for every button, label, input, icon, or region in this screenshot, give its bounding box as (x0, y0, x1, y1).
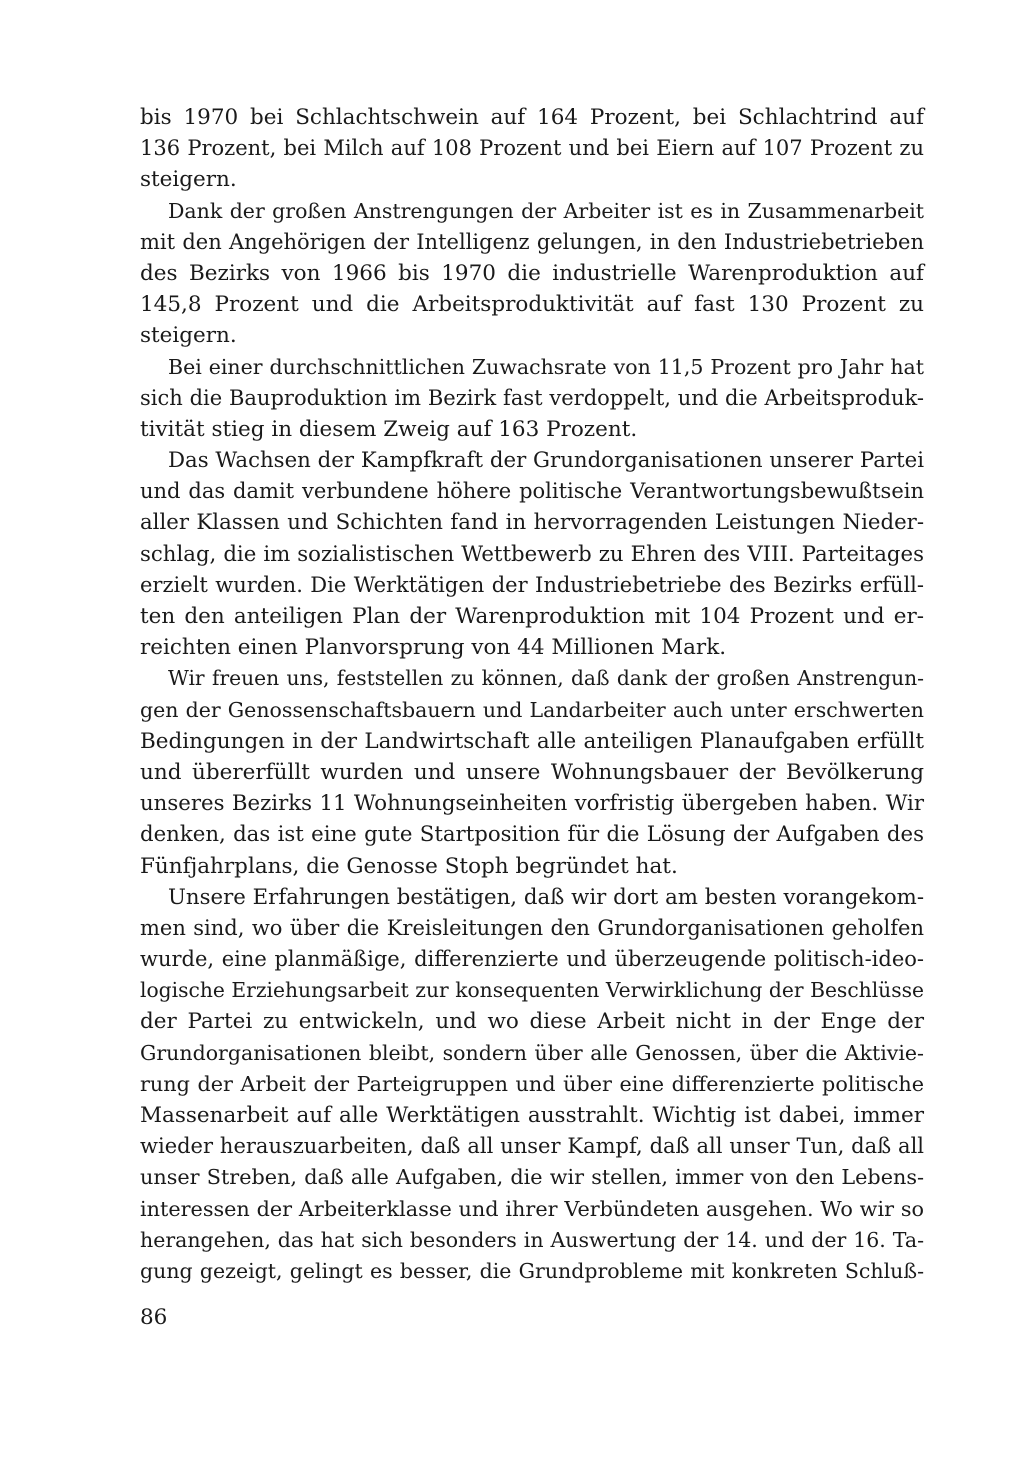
text-line: unser Streben, daß alle Aufgaben, die wir stellen, immer von den Lebens- (140, 1165, 924, 1190)
text-line: mit den Angehörigen der Intelligenz gelungen, in den Industriebetrieben (140, 229, 924, 254)
text-line: Wir freuen uns, feststellen zu können, daß dank der großen Anstrengun- (168, 666, 924, 691)
text-line: 136 Prozent, bei Milch auf 108 Prozent und bei Eiern auf 107 Prozent zu (140, 136, 924, 161)
text-line: ten den anteiligen Plan der Warenproduktion mit 104 Prozent und er- (140, 604, 924, 629)
paragraph (140, 882, 924, 1287)
text-line: reichten einen Planvorsprung von 44 Millionen Mark. (140, 635, 727, 661)
text-line: steigern. (140, 323, 237, 349)
text-line: herangehen, das hat sich besonders in Auswertung der 14. und der 16. Ta- (140, 1227, 924, 1252)
text-line: Bei einer durchschnittlichen Zuwachsrate von 11,5 Prozent pro Jahr hat (168, 354, 924, 379)
text-line: denken, das ist eine gute Startposition für die Lösung der Aufgaben des (140, 822, 924, 848)
text-line: interessen der Arbeiterklasse und ihrer Verbündeten ausgehen. Wo wir so (140, 1196, 924, 1221)
text-line: gung gezeigt, gelingt es besser, die Grundprobleme mit konkreten Schluß- (140, 1258, 924, 1283)
text-line: Das Wachsen der Kampfkraft der Grundorganisationen unserer Partei (168, 448, 924, 474)
text-line: sich die Bauproduktion im Bezirk fast verdoppelt, und die Arbeitsproduk- (140, 385, 924, 410)
body-text (140, 102, 924, 1287)
text-line: Bedingungen in der Landwirtschaft alle anteiligen Planaufgaben erfüllt (140, 728, 924, 754)
text-line: logische Erziehungsarbeit zur konsequenten Verwirklichung der Beschlüsse (140, 978, 924, 1003)
text-line: aller Klassen und Schichten fand in hervorragenden Leistungen Nieder- (140, 510, 924, 536)
text-line: steigern. (140, 167, 237, 193)
page-number: 86 (140, 1305, 168, 1330)
text-line: wieder herauszuarbeiten, daß all unser Kampf, daß all unser Tun, daß all (140, 1134, 924, 1159)
text-line: bis 1970 bei Schlachtschwein auf 164 Prozent, bei Schlachtrind auf (140, 105, 924, 130)
text-line: des Bezirks von 1966 bis 1970 die industrielle Warenproduktion auf (140, 260, 924, 286)
text-line: und übererfüllt wurden und unsere Wohnungsbauer der Bevölkerung (140, 759, 924, 785)
paragraph (140, 352, 924, 446)
text-line: erzielt wurden. Die Werktätigen der Industriebetriebe des Bezirks erfüll- (140, 572, 924, 597)
text-line: und das damit verbundene höhere politische Verantwortungsbewußtsein (140, 479, 924, 504)
paragraph (140, 445, 924, 663)
text-line: Dank der großen Anstrengungen der Arbeiter ist es in Zusammenarbeit (168, 198, 924, 223)
text-line: 145,8 Prozent und die Arbeitsproduktivität auf fast 130 Prozent zu (140, 292, 924, 318)
text-line: unseres Bezirks 11 Wohnungseinheiten vorfristig übergeben haben. Wir (140, 791, 924, 817)
text-line: Grundorganisationen bleibt, sondern über alle Genossen, über die Aktivie- (140, 1040, 924, 1065)
text-line: Unsere Erfahrungen bestätigen, daß wir dort am besten vorangekom- (168, 884, 924, 910)
text-line: tivität stieg in diesem Zweig auf 163 Prozent. (140, 416, 638, 442)
text-line: Massenarbeit auf alle Werktätigen ausstrahlt. Wichtig ist dabei, immer (140, 1103, 924, 1128)
paragraph (140, 663, 924, 881)
text-line: Fünfjahrplans, die Genosse Stoph begründet hat. (140, 853, 678, 879)
text-line: rung der Arbeit der Parteigruppen und über eine differenzierte politische (140, 1071, 924, 1096)
text-line: wurde, eine planmäßige, differenzierte und überzeugende politisch-ideo- (140, 947, 924, 972)
text-line: schlag, die im sozialistischen Wettbewerb zu Ehren des VIII. Parteitages (140, 541, 924, 567)
text-line: der Partei zu entwickeln, und wo diese Arbeit nicht in der Enge der (140, 1009, 924, 1035)
text-line: gen der Genossenschaftsbauern und Landarbeiter auch unter erschwerten (140, 697, 924, 722)
text-line: men sind, wo über die Kreisleitungen den Grundorganisationen geholfen (140, 915, 924, 940)
paragraph (140, 196, 924, 352)
paragraph (140, 102, 924, 196)
